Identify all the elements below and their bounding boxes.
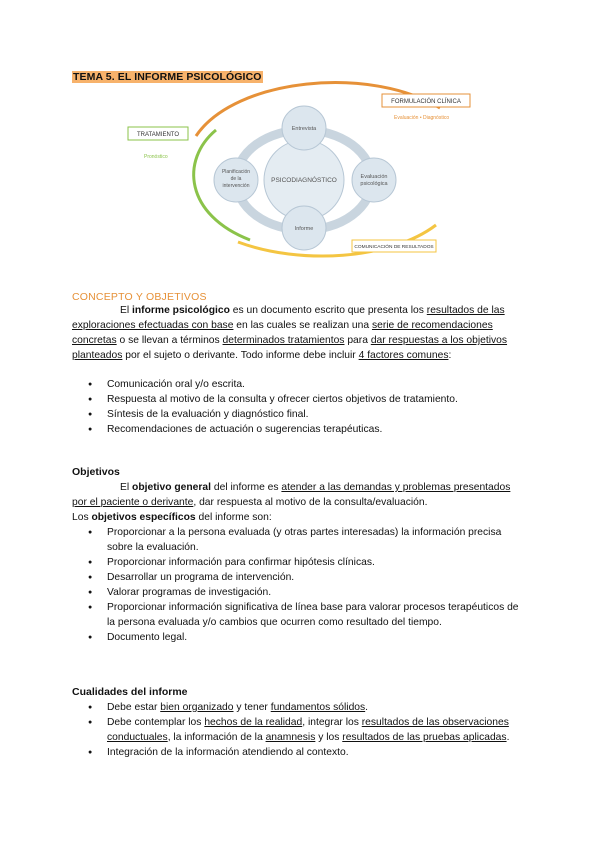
list-item: ● Documento legal. [72, 630, 528, 645]
formulacion-sub: Evaluación • Diagnóstico [394, 115, 450, 121]
list-item: ● Recomendaciones de actuación o sugerencias terapéuticas. [72, 422, 528, 437]
list-item: ● Síntesis de la evaluación y diagnóstico final. [72, 407, 528, 422]
list-item: ● Proporcionar a la persona evaluada (y otras partes interesadas) la información precisa sobre la evaluación. [72, 525, 528, 555]
list-item: ● Comunicación oral y/o escrita. [72, 377, 528, 392]
objetivos-heading: Objetivos [72, 466, 120, 478]
node-entrevista-label: Entrevista [291, 126, 317, 132]
node-planificacion-label-2: de la [230, 176, 242, 182]
psychodiagnostic-diagram [0, 0, 600, 300]
objetivos-bullet-list [72, 525, 528, 645]
section-heading-concepto: CONCEPTO Y OBJETIVOS [72, 291, 207, 303]
tratamiento-sub: Pronóstico [144, 154, 168, 160]
objetivos-paragraph: El objetivo general del informe es atender a las demandas y problemas presentados por el paciente o derivante, dar respuesta al motivo de la consulta/evaluación. Los objetivos específicos del informe son: [72, 482, 511, 523]
tratamiento-label: TRATAMIENTO [137, 132, 179, 138]
node-evaluacion [352, 158, 396, 202]
node-evaluacion-label-1: Evaluación [360, 174, 388, 180]
list-item: ● Proporcionar información para confirmar hipótesis clínicas. [72, 555, 528, 570]
cualidades-bullet-list [72, 700, 528, 760]
node-informe-label: Informe [294, 226, 314, 232]
node-planificacion-label-3: intervención [222, 183, 250, 189]
list-item: ● Debe contemplar los hechos de la realidad, integrar los resultados de las observaciones conductuales, la información de la anamnesis y los resultados de las pruebas aplicadas. [72, 715, 528, 745]
list-item: ● Respuesta al motivo de la consulta y ofrecer ciertos objetivos de tratamiento. [72, 392, 528, 407]
concepto-bullet-list [72, 377, 528, 437]
center-label: PSICODIAGNÓSTICO [271, 177, 337, 184]
list-item: ● Desarrollar un programa de intervención. [72, 570, 528, 585]
list-item: ● Debe estar bien organizado y tener fundamentos sólidos. [72, 700, 528, 715]
cualidades-heading: Cualidades del informe [72, 686, 188, 698]
concepto-paragraph: El informe psicológico es un documento escrito que presenta los resultados de las exploraciones efectuadas con base en las cuales se realizan una serie de recomendaciones concretas o se llevan a términos determinados tratamientos para dar respuestas a los objetivos planteados por el sujeto o derivante. Todo informe debe incluir 4 factores comunes: [72, 305, 508, 361]
list-item: ● Integración de la información atendiendo al contexto. [72, 745, 528, 760]
comunicacion-label: COMUNICACIÓN DE RESULTADOS [354, 245, 434, 250]
node-planificacion-label-1: Planificación [221, 169, 251, 175]
node-evaluacion-label-2: psicológica [360, 181, 388, 187]
list-item: ● Valorar programas de investigación. [72, 585, 528, 600]
page-title: TEMA 5. EL INFORME PSICOLÓGICO [73, 71, 262, 83]
formulacion-label: FORMULACIÓN CLÍNICA [391, 99, 461, 105]
list-item: ● Proporcionar información significativa de línea base para valorar procesos terapéuticos de la persona evaluada y/o cambios que ocurren como resultado del tiempo. [72, 600, 528, 630]
